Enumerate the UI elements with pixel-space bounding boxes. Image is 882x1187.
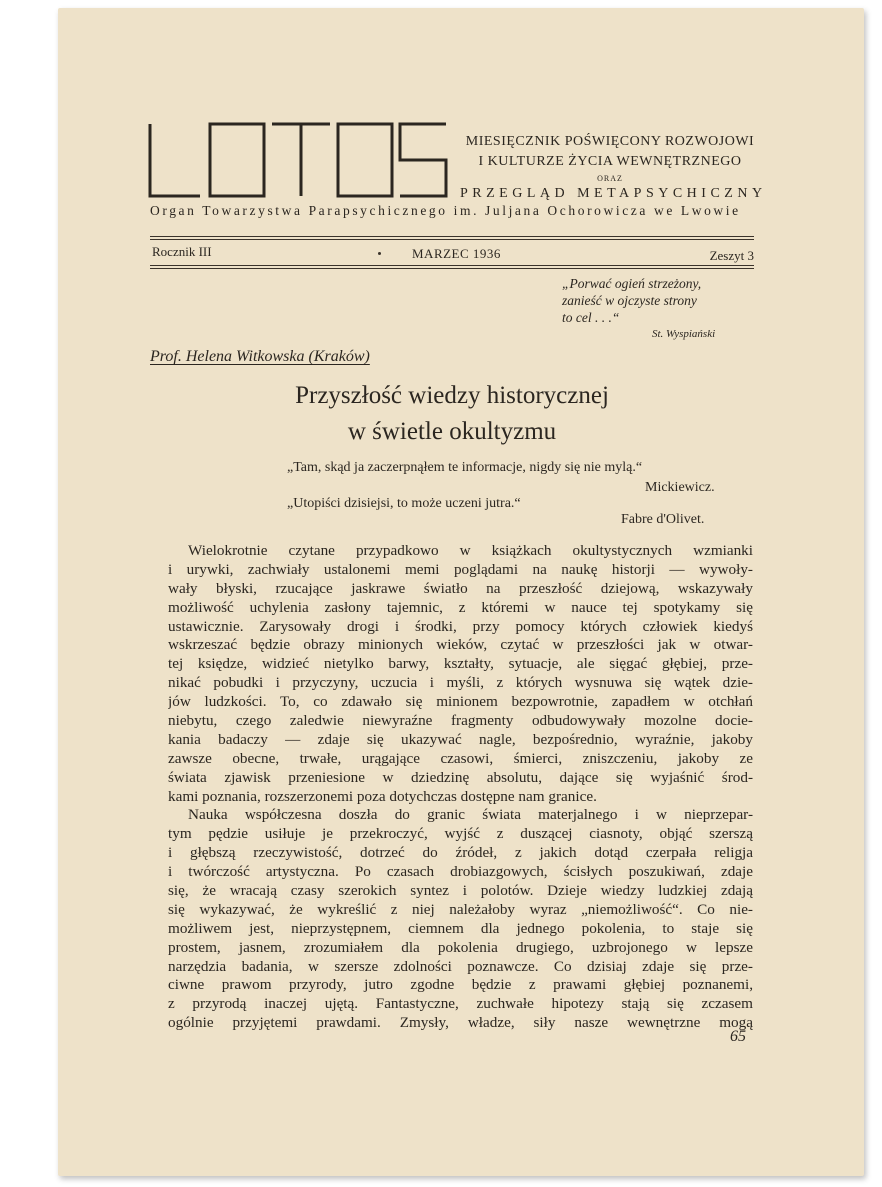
body-line: zawsze obecne, trwałe, urągające czasowi, śmierci, zniszczeniu, jakoby ze <box>168 749 753 767</box>
epigraph-line: „Porwać ogień strzeżony, <box>562 276 702 291</box>
body-line: Wielokrotnie czytane przypadkowo w książkach okultystycznych wzmianki <box>188 542 753 559</box>
masthead-rule-bottom-2 <box>150 268 754 269</box>
body-line: tym pędzie usiłuje je przekroczyć, wyjść z duszącej ciasnoty, objąć szerszą <box>168 825 753 843</box>
motto-author: Mickiewicz. <box>645 480 715 495</box>
body-line: jów ludzkości. To, co zdawało się minionem bezpowrotnie, zapadłem w otchłań <box>168 693 753 711</box>
separator-dot <box>378 252 381 255</box>
body-line: ogólnie przyjętemi prawdami. Zmysły, władze, siły nasze wewnętrzne mogą <box>168 1014 753 1032</box>
article-body <box>168 542 753 1033</box>
masthead-rule-top-2 <box>150 239 754 240</box>
body-line: i twórczość artystyczna. Po czasach drobiazgowych, ścisłych poszukiwań, zdaje <box>168 863 753 881</box>
epigraph-line: to cel . . .“ <box>562 310 620 325</box>
body-line: możliwość uchylenia zasłony tajemnic, z któremi w nauce tej spotykamy się <box>168 598 753 616</box>
issue-info-row <box>150 244 754 264</box>
body-line: się wykazywać, że wykreślić z niej należałoby wyraz „niemożliwość“. Co nie- <box>168 900 753 918</box>
body-line: ustawicznie. Zarysowały drogi i środki, przy pomocy których człowiek kiedyś <box>168 617 753 635</box>
motto-quote: „Utopiści dzisiejsi, to może uczeni jutra.“ <box>287 496 521 511</box>
article-title-line-1: Przyszłość wiedzy historycznej <box>295 382 609 409</box>
epigraph-line: zanieść w ojczyste strony <box>562 293 697 308</box>
masthead-rule-bottom <box>150 265 754 266</box>
tagline-line-3: PRZEGLĄD METAPSYCHICZNY <box>460 186 767 201</box>
body-line: wały błyski, rzucające jaskrawe światło na przeszłość dziejową, wskazywały <box>168 579 753 597</box>
body-line: Nauka współczesna doszła do granic świata materjalnego i w nieprzepar- <box>188 806 753 824</box>
body-line: i głębszą rzeczywistość, dotrzeć do źródeł, z jakich dotąd czerpała religja <box>168 844 753 862</box>
volume-label: Rocznik III <box>152 244 212 259</box>
body-line: z przyrodą inaczej ujętą. Fantastyczne, zuchwałe hipotezy stają się zczasem <box>168 995 753 1013</box>
issue-number: Zeszyt 3 <box>709 248 754 263</box>
issue-date: MARZEC 1936 <box>412 246 501 261</box>
body-line: wskrzeszać będzie obrazy minionych wieków, czytać w przeszłości jak w otwar- <box>168 636 753 654</box>
body-line: ciwne prawom przyrody, jutro zgodne będzie z prawami głębiej poznanemi, <box>168 976 753 994</box>
body-line: kania badaczy — zdaje się ukazywać nagle, bezpośrednio, wyraźnie, jakoby <box>168 730 753 748</box>
page-number: 65 <box>730 1028 746 1045</box>
body-line: niebytu, czego zaledwie niewyraźne fragmenty odbudowywały mozolne docie- <box>168 712 753 730</box>
body-line: świata zjawisk przeniesione w dziedzinę absolutu, dające się wyjaśnić środ- <box>168 768 753 786</box>
motto-author: Fabre d'Olivet. <box>621 512 705 527</box>
tagline-line-2: I KULTURZE ŻYCIA WEWNĘTRZNEGO <box>478 154 742 169</box>
masthead-rule-top <box>150 236 754 237</box>
body-line: kami poznania, rozszerzonemi poza dotychczas dostępne nam granice. <box>168 787 597 805</box>
article-title-line-2: w świetle okultyzmu <box>347 418 557 445</box>
epigraph-signature: St. Wyspiański <box>652 328 716 340</box>
body-line: nikać pobudki i przyczyny, uczucia i myśli, z których wysnuwa się wątek dzie- <box>168 674 753 692</box>
organ-statement: Organ Towarzystwa Parapsychicznego im. Juljana Ochorowicza we Lwowie <box>150 203 741 218</box>
tagline-line-1: MIESIĘCZNIK POŚWIĘCONY ROZWOJOWI <box>465 134 755 149</box>
body-line: się, że wracają czasy szerokich syntez i polotów. Dzieje wiedzy ludzkiej zdają <box>168 882 753 900</box>
tagline-conjunction: ORAZ <box>597 174 623 183</box>
body-line: prostem, jasnem, zrozumiałem dla pokolenia drugiego, uzbrojonego w lepsze <box>168 938 753 956</box>
body-line: tej księdze, widzieć nietylko barwy, kształty, sytuacje, ale sięgać głębiej, prze- <box>168 655 753 673</box>
body-line: i urywki, zachwiały ustalonemi memi poglądami na naukę historji — wywoły- <box>168 560 753 578</box>
motto-quote: „Tam, skąd ja zaczerpnąłem te informacje, nigdy się nie mylą.“ <box>287 460 643 475</box>
lotos-logo <box>148 122 448 198</box>
body-line: możliwem jest, nieprzystępnem, ciemnem dla jednego pokolenia, to staje się <box>168 919 753 937</box>
article-author: Prof. Helena Witkowska (Kraków) <box>150 348 370 365</box>
body-line: narzędzia badania, w szersze zdolności poznawcze. Co dzisiaj zdaje się prze- <box>168 957 753 975</box>
